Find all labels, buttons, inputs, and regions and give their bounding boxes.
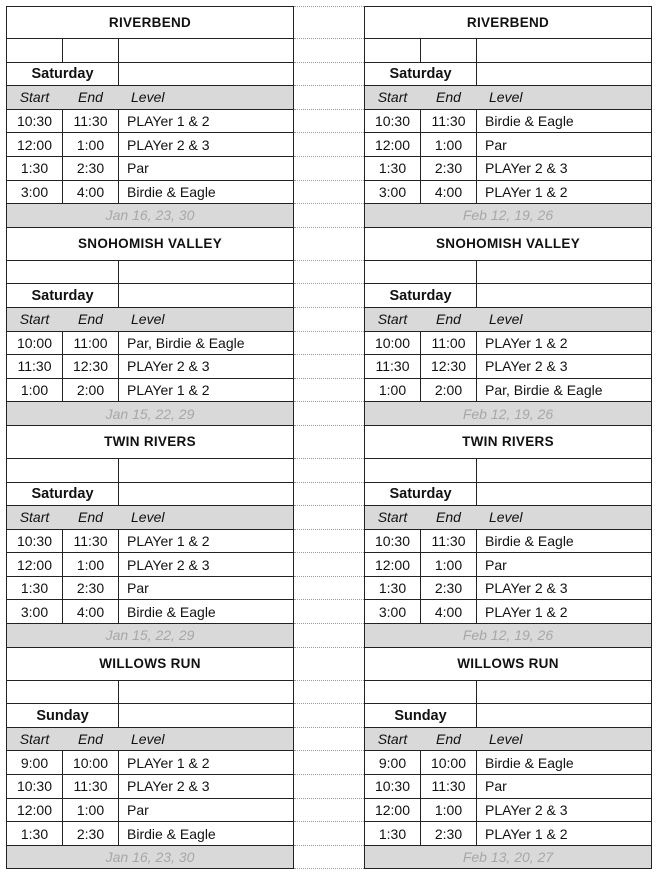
venue-title: WILLOWS RUN — [99, 656, 201, 672]
start-header: Start — [365, 728, 421, 751]
level-header: Level — [489, 509, 523, 526]
level-name: Par — [485, 136, 507, 153]
table-row — [6, 157, 294, 181]
separator-dotted-line — [294, 552, 364, 553]
end-time: 2:30 — [421, 157, 477, 180]
day-row — [6, 704, 294, 728]
level-name: PLAYer 2 & 3 — [485, 580, 568, 597]
separator-dotted-line — [294, 378, 364, 379]
separator-dotted-line — [294, 62, 364, 63]
session-dates: Feb 12, 19, 26 — [462, 207, 554, 224]
end-header: End — [421, 506, 477, 529]
table-row — [6, 110, 294, 134]
start-time: 12:00 — [7, 553, 63, 576]
schedule-block — [364, 6, 652, 228]
column-separator — [294, 6, 364, 874]
separator-dotted-line — [294, 227, 364, 228]
blank-cell — [477, 261, 651, 284]
session-dates: Jan 16, 23, 30 — [105, 207, 195, 224]
separator-dotted-line — [294, 599, 364, 600]
separator-dotted-line — [294, 156, 364, 157]
separator-dotted-line — [294, 680, 364, 681]
separator-dotted-line — [294, 260, 364, 261]
start-time: 12:00 — [365, 133, 421, 156]
end-time: 10:00 — [63, 751, 119, 774]
end-time: 1:00 — [63, 133, 119, 156]
schedule-block — [6, 648, 294, 870]
day-row — [6, 284, 294, 308]
venue-title: RIVERBEND — [466, 15, 550, 30]
table-row — [364, 355, 652, 379]
end-time: 2:30 — [421, 822, 477, 845]
start-time: 10:00 — [365, 332, 421, 355]
start-time: 12:00 — [365, 799, 421, 822]
level-header: Level — [489, 731, 523, 748]
venue-title-row — [6, 426, 294, 459]
start-time: 10:30 — [365, 530, 421, 553]
venue-title-row — [6, 6, 294, 39]
end-time: 11:00 — [421, 332, 477, 355]
level-name: Birdie & Eagle — [127, 603, 216, 620]
end-time: 2:30 — [63, 577, 119, 600]
table-row — [364, 553, 652, 577]
column-header-row — [6, 308, 294, 332]
separator-dotted-line — [294, 845, 364, 846]
separator-dotted-line — [294, 774, 364, 775]
blank-cell — [119, 63, 293, 86]
column-header-row — [364, 86, 652, 110]
day-row — [364, 284, 652, 308]
blank-cell — [7, 459, 119, 482]
level-name: PLAYer 2 & 3 — [127, 556, 210, 573]
dates-row — [364, 402, 652, 426]
blank-cell — [119, 681, 293, 704]
venue-title-row — [364, 648, 652, 681]
table-row — [364, 110, 652, 134]
day-row — [364, 704, 652, 728]
level-name: PLAYer 1 & 2 — [127, 532, 210, 549]
end-time: 1:00 — [63, 553, 119, 576]
table-row — [364, 133, 652, 157]
schedule-block — [6, 228, 294, 426]
start-time: 1:30 — [365, 822, 421, 845]
start-time: 1:00 — [365, 379, 421, 402]
schedule-block — [364, 228, 652, 426]
end-time: 11:30 — [63, 530, 119, 553]
session-dates: Feb 13, 20, 27 — [462, 849, 554, 866]
start-time: 1:30 — [365, 577, 421, 600]
start-time: 10:30 — [7, 110, 63, 133]
blank-cell — [477, 63, 651, 86]
start-time: 10:30 — [365, 775, 421, 798]
end-header: End — [421, 308, 477, 331]
start-time: 11:30 — [365, 355, 421, 378]
end-header: End — [421, 86, 477, 109]
blank-row — [364, 459, 652, 483]
day-label: Saturday — [7, 483, 119, 506]
separator-dotted-line — [294, 425, 364, 426]
venue-title: RIVERBEND — [108, 15, 192, 30]
start-time: 3:00 — [365, 600, 421, 623]
table-row — [364, 577, 652, 601]
level-header: Level — [131, 89, 165, 106]
level-name: PLAYer 1 & 2 — [485, 183, 568, 200]
level-name: Par — [127, 801, 149, 818]
start-time: 12:00 — [7, 133, 63, 156]
start-time: 1:30 — [365, 157, 421, 180]
blank-cell — [63, 39, 119, 62]
start-time: 10:00 — [7, 332, 63, 355]
day-label: Saturday — [7, 63, 119, 86]
separator-dotted-line — [294, 703, 364, 704]
end-time: 2:30 — [421, 577, 477, 600]
blank-cell — [477, 704, 651, 727]
end-time: 11:30 — [63, 110, 119, 133]
end-time: 1:00 — [421, 553, 477, 576]
blank-row — [6, 459, 294, 483]
blank-cell — [119, 284, 293, 307]
blank-row — [6, 681, 294, 705]
level-name: Par — [485, 778, 507, 795]
day-row — [6, 63, 294, 87]
blank-cell — [119, 704, 293, 727]
day-row — [364, 483, 652, 507]
separator-dotted-line — [294, 458, 364, 459]
start-time: 10:30 — [365, 110, 421, 133]
table-row — [364, 181, 652, 205]
separator-dotted-line — [294, 331, 364, 332]
start-header: Start — [365, 86, 421, 109]
blank-cell — [119, 459, 293, 482]
schedule-block — [6, 426, 294, 648]
blank-cell — [119, 483, 293, 506]
separator-dotted-line — [294, 821, 364, 822]
blank-cell — [477, 284, 651, 307]
start-time: 10:30 — [7, 530, 63, 553]
dates-row — [6, 624, 294, 648]
schedule-block — [364, 426, 652, 648]
table-row — [6, 577, 294, 601]
separator-dotted-line — [294, 307, 364, 308]
dates-row — [6, 204, 294, 228]
table-row — [364, 600, 652, 624]
separator-dotted-line — [294, 576, 364, 577]
table-row — [364, 822, 652, 846]
level-name: PLAYer 1 & 2 — [485, 603, 568, 620]
schedule-column-left — [6, 6, 294, 869]
separator-dotted-line — [294, 203, 364, 204]
end-time: 12:30 — [63, 355, 119, 378]
level-name: Par — [485, 556, 507, 573]
separator-dotted-line — [294, 109, 364, 110]
end-time: 11:30 — [421, 530, 477, 553]
level-name: Par — [127, 580, 149, 597]
blank-row — [6, 39, 294, 63]
level-name: PLAYer 2 & 3 — [485, 358, 568, 375]
venue-title: SNOHOMISH VALLEY — [435, 236, 581, 252]
end-time: 1:00 — [421, 133, 477, 156]
dates-row — [364, 624, 652, 648]
end-time: 1:00 — [421, 799, 477, 822]
separator-dotted-line — [294, 401, 364, 402]
blank-row — [364, 681, 652, 705]
session-dates: Feb 12, 19, 26 — [462, 627, 554, 644]
separator-dotted-line — [294, 868, 364, 869]
blank-cell — [477, 39, 651, 62]
level-name: PLAYer 1 & 2 — [485, 825, 568, 842]
column-header-row — [364, 308, 652, 332]
blank-cell — [477, 483, 651, 506]
end-header: End — [63, 308, 119, 331]
blank-row — [364, 261, 652, 285]
separator-dotted-line — [294, 482, 364, 483]
table-row — [364, 775, 652, 799]
level-name: Birdie & Eagle — [127, 183, 216, 200]
day-label: Saturday — [365, 63, 477, 86]
start-header: Start — [7, 728, 63, 751]
blank-cell — [365, 39, 421, 62]
day-row — [6, 483, 294, 507]
start-time: 10:30 — [7, 775, 63, 798]
level-name: Par, Birdie & Eagle — [127, 334, 245, 351]
separator-dotted-line — [294, 38, 364, 39]
schedule-block — [364, 648, 652, 870]
column-header-row — [364, 728, 652, 752]
start-header: Start — [365, 506, 421, 529]
venue-title: WILLOWS RUN — [457, 656, 559, 672]
separator-dotted-line — [294, 798, 364, 799]
separator-dotted-line — [294, 85, 364, 86]
venue-title-row — [364, 6, 652, 39]
end-time: 2:30 — [63, 157, 119, 180]
schedule-block — [6, 6, 294, 228]
table-row — [6, 181, 294, 205]
dates-row — [6, 846, 294, 870]
blank-cell — [365, 459, 477, 482]
blank-row — [6, 261, 294, 285]
separator-dotted-line — [294, 132, 364, 133]
column-header-row — [364, 506, 652, 530]
end-time: 10:00 — [421, 751, 477, 774]
end-time: 4:00 — [421, 600, 477, 623]
table-row — [364, 530, 652, 554]
level-name: Birdie & Eagle — [485, 754, 574, 771]
separator-dotted-line — [294, 354, 364, 355]
end-header: End — [63, 86, 119, 109]
end-time: 2:30 — [63, 822, 119, 845]
start-header: Start — [7, 308, 63, 331]
dates-row — [6, 402, 294, 426]
blank-row — [364, 39, 652, 63]
start-time: 12:00 — [365, 553, 421, 576]
start-time: 3:00 — [7, 181, 63, 204]
separator-dotted-line — [294, 529, 364, 530]
level-name: PLAYer 2 & 3 — [127, 778, 210, 795]
blank-cell — [477, 681, 651, 704]
end-time: 4:00 — [63, 181, 119, 204]
venue-title-row — [6, 648, 294, 681]
level-name: Birdie & Eagle — [485, 532, 574, 549]
schedule-column-right — [364, 6, 652, 869]
table-row — [6, 133, 294, 157]
table-row — [364, 379, 652, 403]
table-row — [6, 332, 294, 356]
start-time: 3:00 — [365, 181, 421, 204]
blank-cell — [119, 261, 293, 284]
day-label: Saturday — [365, 483, 477, 506]
level-header: Level — [489, 89, 523, 106]
session-dates: Feb 12, 19, 26 — [462, 405, 554, 422]
level-name: Birdie & Eagle — [485, 113, 574, 130]
column-header-row — [6, 86, 294, 110]
blank-cell — [365, 681, 477, 704]
table-row — [6, 600, 294, 624]
blank-cell — [365, 261, 477, 284]
separator-dotted-line — [294, 180, 364, 181]
start-time: 1:30 — [7, 822, 63, 845]
level-name: PLAYer 2 & 3 — [485, 801, 568, 818]
blank-cell — [7, 39, 63, 62]
table-row — [6, 379, 294, 403]
start-header: Start — [7, 506, 63, 529]
end-header: End — [421, 728, 477, 751]
session-dates: Jan 15, 22, 29 — [105, 627, 195, 644]
level-name: Par — [127, 160, 149, 177]
start-time: 1:30 — [7, 577, 63, 600]
dates-row — [364, 204, 652, 228]
level-header: Level — [131, 509, 165, 526]
session-dates: Jan 15, 22, 29 — [105, 405, 195, 422]
blank-cell — [119, 39, 293, 62]
table-row — [6, 530, 294, 554]
level-name: PLAYer 2 & 3 — [485, 160, 568, 177]
session-dates: Jan 16, 23, 30 — [105, 849, 195, 866]
start-time: 1:00 — [7, 379, 63, 402]
venue-title: SNOHOMISH VALLEY — [77, 236, 223, 252]
end-time: 11:30 — [421, 110, 477, 133]
table-row — [6, 799, 294, 823]
blank-cell — [7, 681, 119, 704]
day-label: Sunday — [365, 704, 477, 727]
table-row — [364, 799, 652, 823]
table-row — [6, 822, 294, 846]
venue-title-row — [364, 228, 652, 261]
start-time: 9:00 — [7, 751, 63, 774]
level-name: PLAYer 1 & 2 — [127, 754, 210, 771]
end-time: 2:00 — [421, 379, 477, 402]
table-row — [6, 553, 294, 577]
end-time: 12:30 — [421, 355, 477, 378]
level-name: PLAYer 1 & 2 — [127, 113, 210, 130]
end-time: 1:00 — [63, 799, 119, 822]
venue-title: TWIN RIVERS — [104, 434, 196, 450]
level-name: PLAYer 1 & 2 — [485, 334, 568, 351]
level-header: Level — [489, 311, 523, 328]
level-name: PLAYer 2 & 3 — [127, 136, 210, 153]
end-time: 11:30 — [63, 775, 119, 798]
blank-cell — [421, 39, 477, 62]
table-row — [364, 157, 652, 181]
start-time: 3:00 — [7, 600, 63, 623]
start-time: 12:00 — [7, 799, 63, 822]
table-row — [6, 775, 294, 799]
end-time: 4:00 — [421, 181, 477, 204]
level-name: PLAYer 2 & 3 — [127, 358, 210, 375]
column-header-row — [6, 728, 294, 752]
table-row — [6, 355, 294, 379]
day-label: Sunday — [7, 704, 119, 727]
start-time: 1:30 — [7, 157, 63, 180]
level-header: Level — [131, 731, 165, 748]
end-time: 2:00 — [63, 379, 119, 402]
venue-title: TWIN RIVERS — [462, 434, 554, 450]
venue-title-row — [6, 228, 294, 261]
separator-dotted-line — [294, 750, 364, 751]
separator-dotted-line — [294, 6, 364, 7]
day-label: Saturday — [7, 284, 119, 307]
level-name: PLAYer 1 & 2 — [127, 382, 210, 399]
day-row — [364, 63, 652, 87]
separator-dotted-line — [294, 283, 364, 284]
start-header: Start — [7, 86, 63, 109]
table-row — [6, 751, 294, 775]
column-header-row — [6, 506, 294, 530]
blank-cell — [7, 261, 119, 284]
start-header: Start — [365, 308, 421, 331]
end-time: 11:00 — [63, 332, 119, 355]
level-name: Birdie & Eagle — [127, 825, 216, 842]
separator-dotted-line — [294, 623, 364, 624]
dates-row — [364, 846, 652, 870]
level-name: Par, Birdie & Eagle — [485, 382, 603, 399]
day-label: Saturday — [365, 284, 477, 307]
separator-dotted-line — [294, 727, 364, 728]
end-header: End — [63, 728, 119, 751]
separator-dotted-line — [294, 647, 364, 648]
table-row — [364, 751, 652, 775]
table-row — [364, 332, 652, 356]
end-time: 11:30 — [421, 775, 477, 798]
start-time: 9:00 — [365, 751, 421, 774]
blank-cell — [477, 459, 651, 482]
end-time: 4:00 — [63, 600, 119, 623]
level-header: Level — [131, 311, 165, 328]
end-header: End — [63, 506, 119, 529]
venue-title-row — [364, 426, 652, 459]
start-time: 11:30 — [7, 355, 63, 378]
separator-dotted-line — [294, 505, 364, 506]
